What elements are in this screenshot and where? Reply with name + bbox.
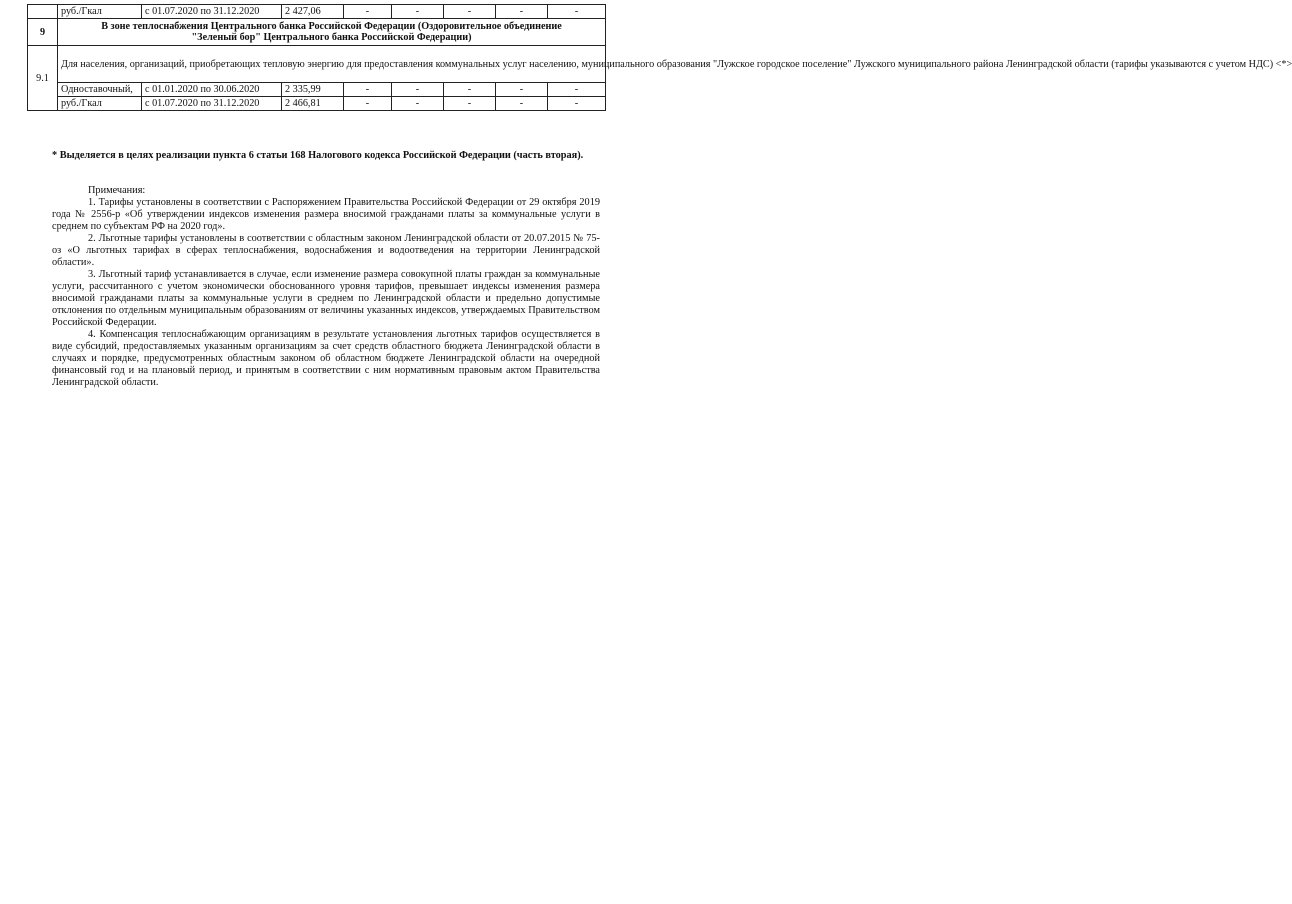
subsection-row — [28, 46, 606, 83]
subsection-number: 9.1 — [28, 46, 58, 111]
notes-heading: Примечания: — [88, 185, 146, 196]
dash-cell: - — [444, 97, 496, 111]
dash-cell: - — [392, 83, 444, 97]
note-item: 2. Льготные тарифы установлены в соответствии с областным законом Ленинградской области от 20.07.2015 № 75-оз «О льготных тарифах в сферах теплоснабжения, водоснабжения и водоотведения на территории Ленинградской области». — [52, 233, 600, 268]
value-cell: 2 466,81 — [282, 97, 344, 111]
tariff-table — [27, 4, 1292, 111]
section-title — [58, 19, 606, 46]
period-cell: с 01.07.2020 по 31.12.2020 — [142, 97, 282, 111]
section-title-line2: "Зеленый бор" Центрального банка Российской Федерации) — [191, 32, 472, 43]
note-item: 4. Компенсация теплоснабжающим организациям в результате установления льготных тарифов осуществляется в виде субсидий, предоставляемых указанным организациям за счет средств областного бюджета Ленинградской области в случаях и порядке, предусмотренных областным законом об областном бюджете Ленинградской области на очередной финансовый год и на плановый период, и принятым в соответствии с ним нормативным правовым актом Правительства Ленинградской области. — [52, 329, 600, 388]
note-item: 1. Тарифы установлены в соответствии с Распоряжением Правительства Российской Федерации от 29 октября 2019 года № 2556-р «Об утверждении индексов изменения размера вносимой гражданами платы за коммунальные услуги в среднем по субъектам РФ на 2020 год». — [52, 197, 600, 232]
dash-cell: - — [496, 5, 548, 19]
dash-cell: - — [444, 5, 496, 19]
dash-cell: - — [496, 83, 548, 97]
subsection-description: Для населения, организаций, приобретающих тепловую энергию для предоставления коммунальных услуг населению, муниципального образования "Лужское городское поселение" Лужского муниципального района Ленинградской области (тарифы указываются с учетом НДС) <*> — [58, 46, 606, 83]
value-cell: 2 427,06 — [282, 5, 344, 19]
footnote: * Выделяется в целях реализации пункта 6 статьи 168 Налогового кодекса Российской Федерации (часть вторая). — [52, 150, 584, 161]
table-row — [28, 83, 606, 97]
dash-cell: - — [548, 83, 606, 97]
dash-cell: - — [548, 5, 606, 19]
value-cell: 2 335,99 — [282, 83, 344, 97]
table-row-top — [28, 5, 606, 19]
notes-section — [52, 185, 600, 389]
unit-cell: Одноставочный, — [58, 83, 142, 97]
table-row — [28, 97, 606, 111]
section-number: 9 — [28, 19, 58, 46]
note-item: 3. Льготный тариф устанавливается в случае, если изменение размера совокупной платы граждан за коммунальные услуги, рассчитанного с учетом экономически обоснованного уровня тарифов, превышает индексы изменения размера вносимой гражданами платы за коммунальные услуги в среднем по Ленинградской области и предельно допустимые отклонения по отдельным муниципальным образованиям от величины указанных индексов, утверждаемых Правительством Российской Федерации. — [52, 269, 600, 328]
dash-cell: - — [344, 5, 392, 19]
unit-cell: руб./Гкал — [58, 97, 142, 111]
period-cell: с 01.01.2020 по 30.06.2020 — [142, 83, 282, 97]
dash-cell: - — [344, 97, 392, 111]
unit-cell: руб./Гкал — [58, 5, 142, 19]
section-title-line1: В зоне теплоснабжения Центрального банка Российской Федерации (Оздоровительное объединение — [101, 21, 562, 32]
dash-cell: - — [392, 97, 444, 111]
dash-cell: - — [392, 5, 444, 19]
dash-cell: - — [496, 97, 548, 111]
period-cell: с 01.07.2020 по 31.12.2020 — [142, 5, 282, 19]
dash-cell: - — [548, 97, 606, 111]
section-row — [28, 19, 606, 46]
dash-cell: - — [444, 83, 496, 97]
dash-cell: - — [344, 83, 392, 97]
